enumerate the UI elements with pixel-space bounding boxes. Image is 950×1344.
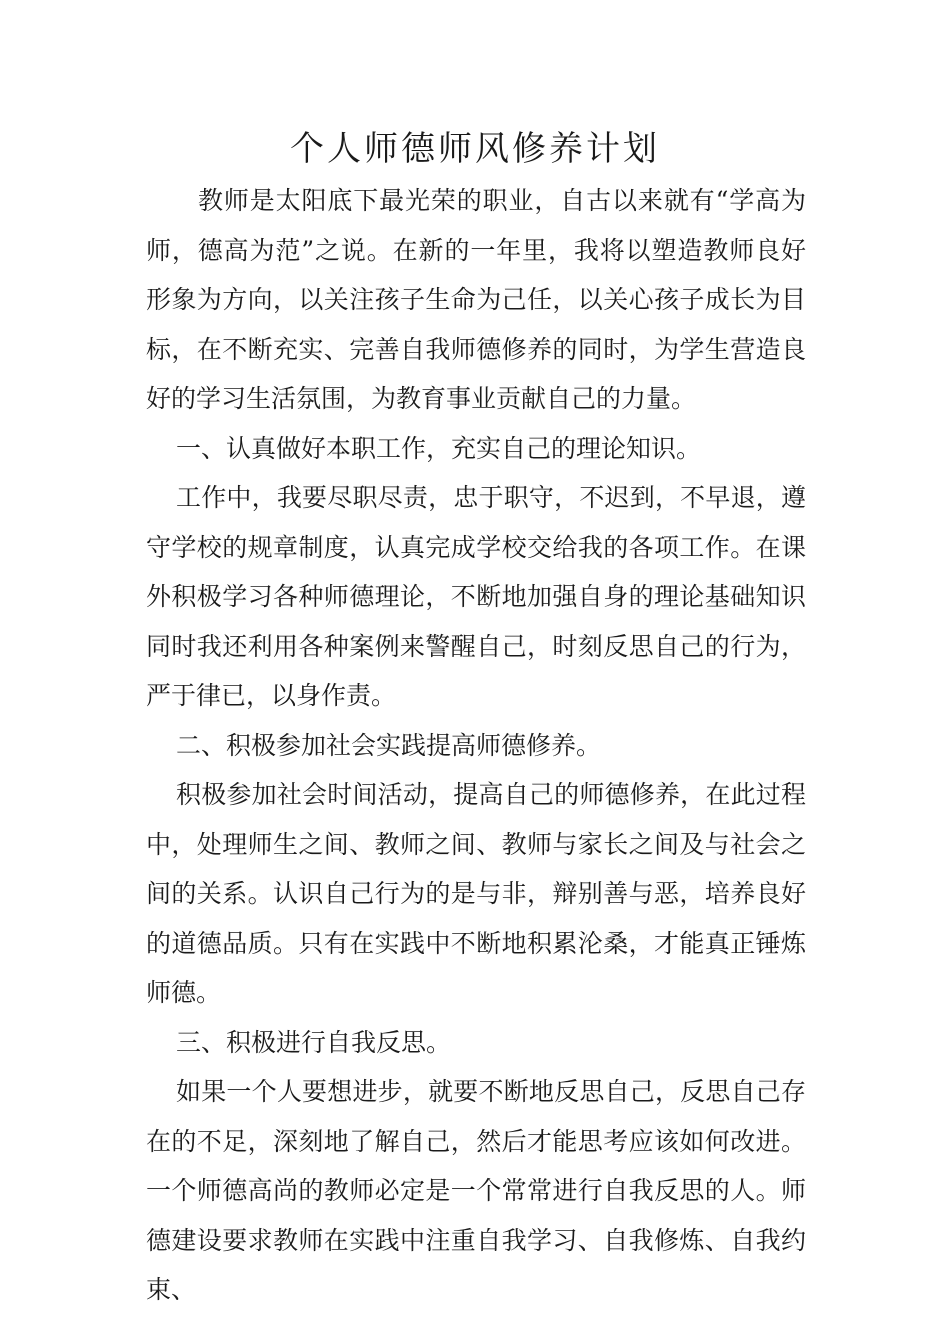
intro-paragraph: 教师是太阳底下最光荣的职业，自古以来就有“学高为师，德高为范”之说。在新的一年里，我将以塑造教师良好形象为方向，以关注孩子生命为己任，以关心孩子成长为目标，在不断充实、完善自我师德修养的同时，为学生营造良好的学习生活氛围，为教育事业贡献自己的力量。 (146, 186, 806, 413)
section-1-body: 工作中，我要尽职尽责，忠于职守，不迟到，不早退，遵守学校的规章制度，认真完成学校交给我的各项工作。在课外积极学习各种师德理论，不断地加强自身的理论基础知识同时我还利用各种案例来警醒自己，时刻反思自己的行为，严于律已，以身作责。 (146, 483, 806, 710)
document-title: 个人师德师风修养计划 (290, 129, 660, 169)
section-2-body: 积极参加社会时间活动，提高自己的师德修养，在此过程中，处理师生之间、教师之间、教师与家长之间及与社会之间的关系。认识自己行为的是与非，辩别善与恶，培养良好的道德品质。只有在实践中不断地积累沦桑，才能真正锤炼师德。 (146, 780, 806, 1007)
section-1-heading: 一、认真做好本职工作，充实自己的理论知识。 (176, 433, 702, 463)
section-2-heading: 二、积极参加社会实践提高师德修养。 (176, 730, 602, 760)
section-3-body: 如果一个人要想进步，就要不断地反思自己，反思自己存在的不足，深刻地了解自己，然后才能思考应该如何改进。一个师德高尚的教师必定是一个常常进行自我反思的人。师德建设要求教师在实践中注重自我学习、自我修炼、自我约束、 (146, 1077, 806, 1304)
section-3-heading: 三、积极进行自我反思。 (176, 1027, 452, 1057)
document-body (146, 176, 806, 1315)
